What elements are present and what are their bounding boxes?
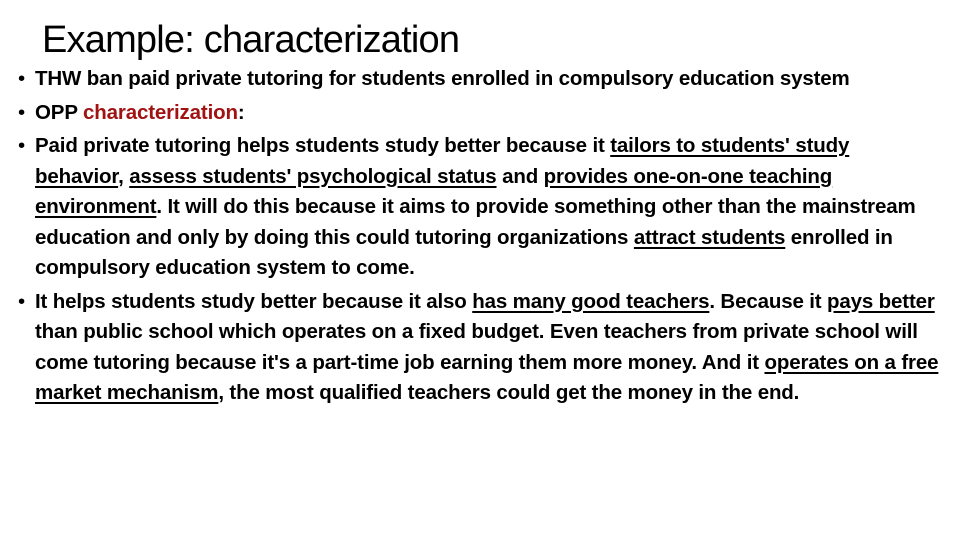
opp-colon: : <box>237 100 245 124</box>
underlined-phrase: pays better <box>827 289 935 313</box>
argument-1-text: , <box>118 164 130 188</box>
bullet-dot-icon: • <box>18 289 26 313</box>
bullet-item-opp <box>16 98 940 129</box>
argument-2-text: . Because it <box>709 289 828 313</box>
motion-text: THW ban paid private tutoring for students enrolled in compulsory education system <box>35 67 850 90</box>
argument-2-text: , the most qualified teachers could get the money in the end. <box>218 381 800 404</box>
argument-2-text: It helps students study better because it also <box>35 289 473 313</box>
underlined-phrase: operates on a free market mechanism <box>35 350 939 404</box>
underlined-phrase: has many good teachers <box>472 289 710 313</box>
bullet-list <box>16 64 940 409</box>
bullet-item-argument-2 <box>16 287 940 409</box>
opp-label: OPP <box>35 100 84 124</box>
underlined-phrase: attract students <box>633 225 786 249</box>
argument-2-text: than public school which operates on a fixed budget. Even teachers from private school will come tutoring because it's a part-time job earning them more money. And it <box>35 320 918 374</box>
bullet-dot-icon: • <box>18 67 26 90</box>
underlined-phrase: assess students' psychological status <box>129 164 497 188</box>
underlined-phrase: provides one-on-one teaching environment <box>35 164 833 218</box>
underlined-phrase: tailors to students' study behavior <box>35 134 850 188</box>
bullet-item-motion <box>16 64 940 95</box>
argument-1-text: and <box>496 164 544 188</box>
characterization-highlight: characterization <box>83 100 238 124</box>
slide-title: Example: characterization <box>42 19 460 61</box>
argument-1-text: . It will do this because it aims to provide something other than the mainstream education and only by doing this could tutoring organizations <box>35 195 916 249</box>
bullet-item-argument-1 <box>16 131 940 284</box>
argument-1-text: enrolled in compulsory education system to come. <box>35 225 893 279</box>
argument-1-text: Paid private tutoring helps students study better because it <box>35 134 611 157</box>
bullet-dot-icon: • <box>18 100 26 124</box>
bullet-dot-icon: • <box>18 134 26 157</box>
